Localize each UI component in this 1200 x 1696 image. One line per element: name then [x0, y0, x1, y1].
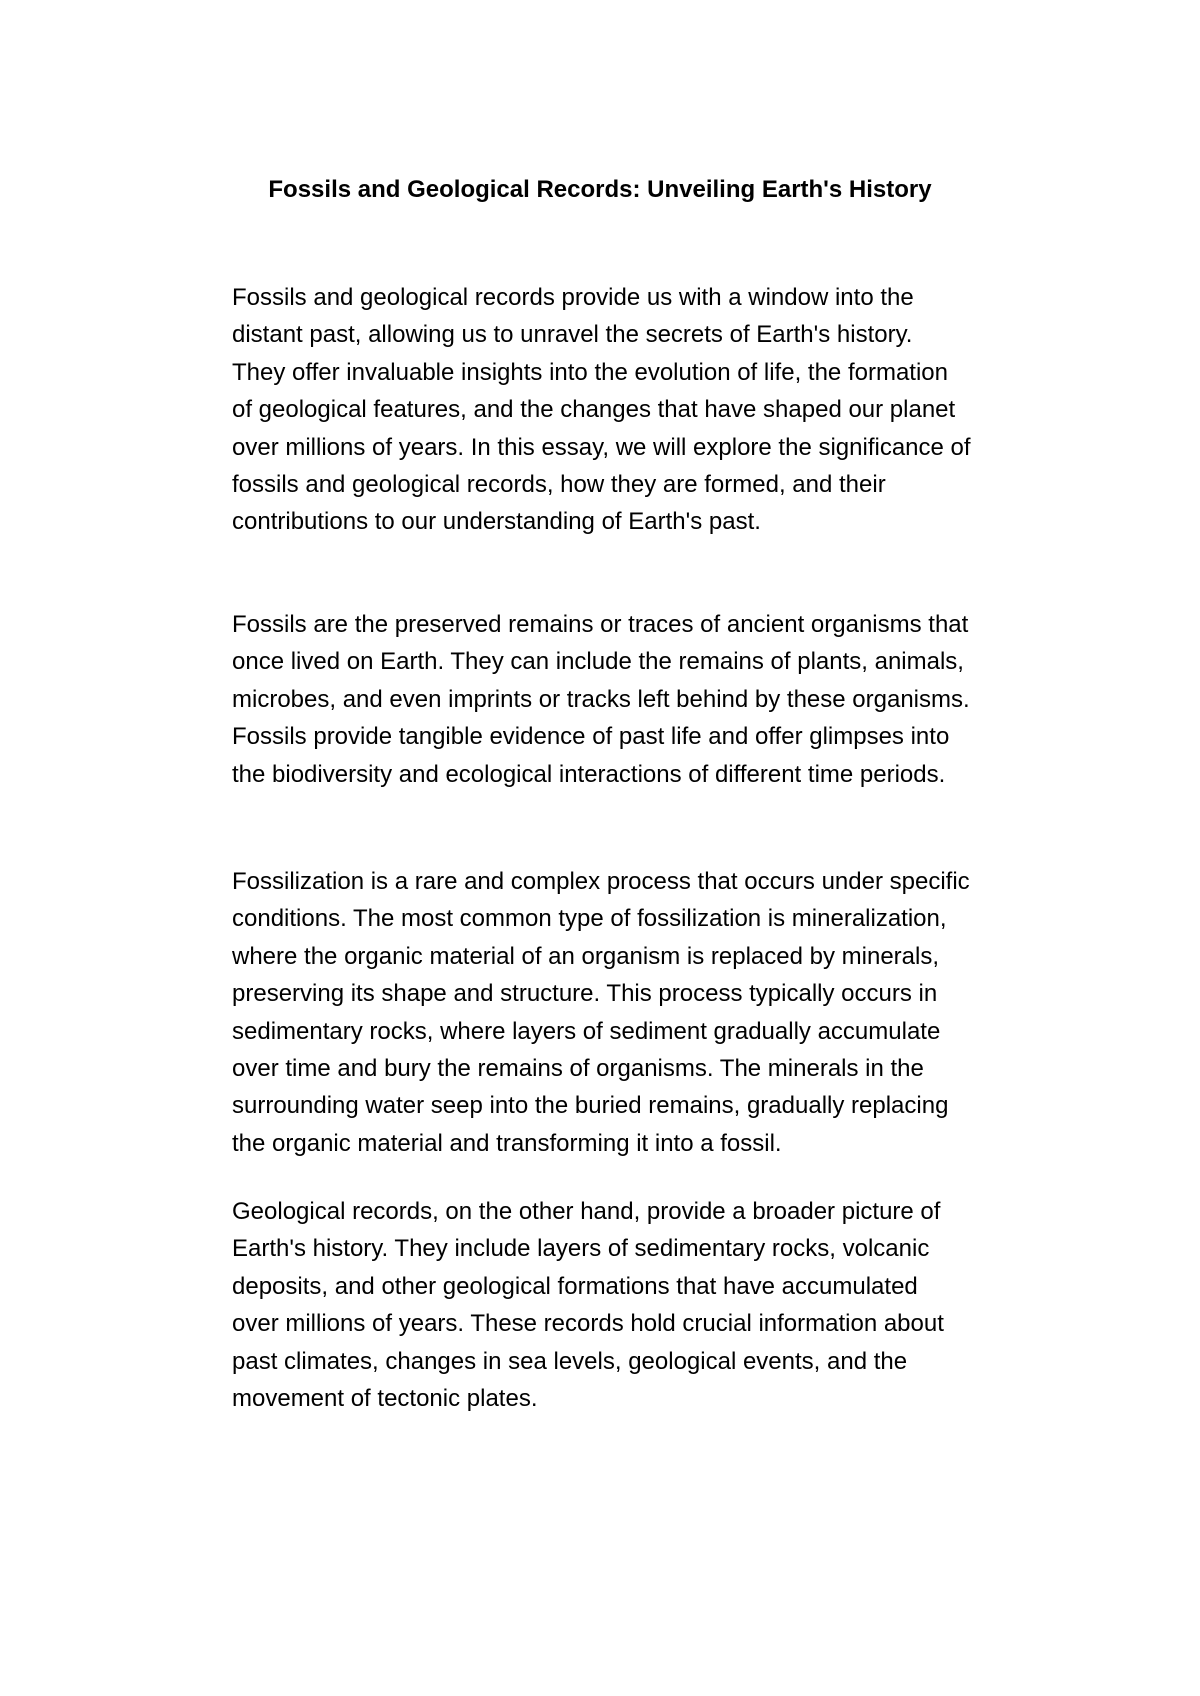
text-line: contributions to our understanding of Earth's past.: [232, 508, 761, 536]
text-line: movement of tectonic plates.: [232, 1384, 538, 1412]
text-line: preserving its shape and structure. This process typically occurs in: [232, 980, 938, 1008]
text-line: past climates, changes in sea levels, geological events, and the: [232, 1347, 908, 1375]
text-line: sedimentary rocks, where layers of sediment gradually accumulate: [232, 1017, 941, 1045]
text-line: Geological records, on the other hand, provide a broader picture of: [232, 1198, 941, 1225]
text-line: over millions of years. In this essay, we will explore the significance of: [232, 433, 971, 461]
text-line: Earth's history. They include layers of sedimentary rocks, volcanic: [232, 1235, 930, 1263]
paragraph-fossilization: [232, 863, 1092, 1162]
text-line: once lived on Earth. They can include the remains of plants, animals,: [232, 648, 964, 676]
text-line: conditions. The most common type of fossilization is mineralization,: [232, 905, 947, 933]
paragraph-intro: [232, 279, 1092, 541]
text-line: microbes, and even imprints or tracks left behind by these organisms.: [232, 685, 970, 713]
paragraph-fossils: [232, 606, 1092, 793]
text-line: the organic material and transforming it into a fossil.: [232, 1129, 782, 1157]
text-line: Fossilization is a rare and complex process that occurs under specific: [232, 868, 970, 895]
text-line: over millions of years. These records hold crucial information about: [232, 1310, 944, 1338]
text-line: surrounding water seep into the buried remains, gradually replacing: [232, 1092, 949, 1120]
text-line: distant past, allowing us to unravel the secrets of Earth's history.: [232, 321, 913, 349]
paragraph-geological-records: [232, 1193, 1092, 1417]
text-line: Fossils provide tangible evidence of past life and offer glimpses into: [232, 723, 950, 751]
text-line: where the organic material of an organism is replaced by minerals,: [232, 942, 940, 970]
text-line: the biodiversity and ecological interactions of different time periods.: [232, 760, 946, 788]
document-title: Fossils and Geological Records: Unveiling Earth's History: [268, 176, 932, 203]
text-line: Fossils are the preserved remains or traces of ancient organisms that: [232, 611, 969, 638]
text-line: fossils and geological records, how they are formed, and their: [232, 470, 886, 498]
text-line: deposits, and other geological formations that have accumulated: [232, 1272, 918, 1300]
text-line: They offer invaluable insights into the evolution of life, the formation: [232, 358, 948, 386]
text-line: over time and bury the remains of organisms. The minerals in the: [232, 1054, 924, 1082]
text-line: Fossils and geological records provide us with a window into the: [232, 284, 914, 311]
text-line: of geological features, and the changes that have shaped our planet: [232, 396, 956, 424]
